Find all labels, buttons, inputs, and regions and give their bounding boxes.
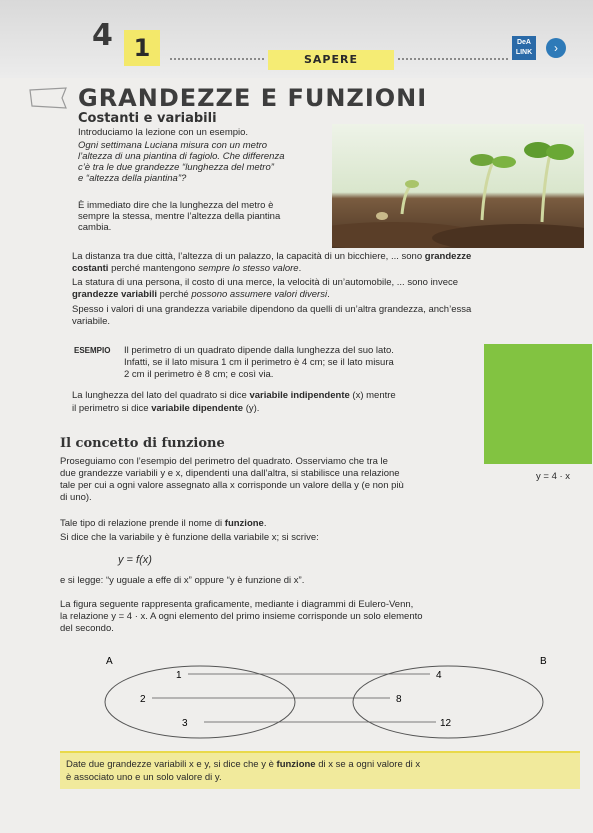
definition-term-funzione: funzione: [276, 759, 316, 770]
square-formula-label: y = 4 · x: [536, 471, 571, 482]
section-label: SAPERE: [268, 50, 394, 70]
set-a-label: A: [106, 656, 113, 667]
conclusion-text-1a: La lunghezza del lato del quadrato si dice: [72, 390, 247, 401]
example-body-line-2: Infatti, se il lato misura 1 cm il perimetro è 4 cm; se il lato misura: [124, 357, 394, 368]
example-line-3: c’è tra le due grandezze “lunghezza del metro”: [78, 162, 274, 173]
definition-text-1c: di x se a ogni valore di x: [318, 759, 421, 770]
definition-text-1a: Date due grandezze variabili x e y, si dice che y è: [66, 759, 274, 770]
square-illustration: [484, 344, 592, 464]
term-funzione: funzione: [224, 518, 264, 529]
example-label: ESEMPIO: [74, 346, 111, 355]
paragraph-3-line-2: variabile.: [72, 316, 111, 327]
tale-tipo-text: Tale tipo di relazione prende il nome di: [60, 518, 223, 529]
tale-tipo-line: Tale tipo di relazione prende il nome di funzione.: [60, 518, 267, 529]
term-grandezze-variabili: grandezze variabili: [72, 289, 158, 300]
term-variabile-dipendente: variabile dipendente: [151, 403, 244, 414]
paragraph-1-line-1: [72, 252, 471, 262]
venn-diagram: [100, 652, 560, 742]
figura-line-3: del secondo.: [60, 623, 114, 634]
conclusion-text-2a: il perimetro si dice: [72, 403, 149, 414]
definition-box: [60, 751, 580, 789]
example-conclusion-line-2: [72, 404, 259, 414]
si-dice-line: Si dice che la variabile y è funzione della variabile x; si scrive:: [60, 532, 319, 543]
answer-line-1: È immediato dire che la lunghezza del metro è: [78, 200, 274, 211]
conclusion-text-1c: (x) mentre: [352, 390, 396, 401]
circle-arrow-icon[interactable]: ›: [546, 38, 566, 58]
conclusion-text-2c: (y).: [245, 403, 260, 414]
example-line-1: Ogni settimana Luciana misura con un metro: [78, 140, 268, 151]
section-title-costanti: Costanti e variabili: [78, 111, 217, 126]
paragraph-3-line-1: Spesso i valori di una grandezza variabile dipendono da quelli di un’altra grandezza, anch’essa: [72, 304, 472, 315]
example-line-4: e “altezza della piantina”?: [78, 173, 187, 184]
paragraph-2-rest: perché: [159, 289, 189, 300]
bean-sprouts-photo: [332, 124, 584, 248]
answer-line-3: cambia.: [78, 222, 112, 233]
chapter-number: 4: [92, 18, 113, 53]
funzione-line-3: tale per cui a ogni valore assegnato alla x corrisponde un valore della y (e non più: [60, 480, 404, 491]
example-conclusion-line-1: [72, 391, 396, 401]
set-b-element-12: 12: [440, 718, 452, 729]
set-a-ellipse: [105, 666, 295, 738]
page-title: GRANDEZZE E FUNZIONI: [78, 84, 428, 112]
set-b-label: B: [540, 656, 547, 667]
definition-line-1: [66, 760, 420, 770]
funzione-line-4: di uno).: [60, 492, 92, 503]
si-legge-line: e si legge: “y uguale a effe di x” oppure “y è funzione di x”.: [60, 575, 305, 586]
term-variabile-indipendente: variabile indipendente: [249, 390, 350, 401]
example-body-line-3: 2 cm il perimetro è 8 cm; e così via.: [124, 369, 274, 380]
definition-line-2: è associato uno e un solo valore di y.: [66, 772, 222, 783]
dea-link-badge[interactable]: DeA LINK: [512, 36, 536, 60]
bean-sprouts-illustration: [332, 124, 584, 248]
paragraph-2-line-2: grandezze variabili perché possono assumere valori diversi.: [72, 289, 330, 300]
set-a-element-1: 1: [176, 670, 182, 681]
figura-line-1: La figura seguente rappresenta graficamente, mediante i diagrammi di Eulero-Venn,: [60, 599, 414, 610]
paragraph-2-line-1: La statura di una persona, il costo di una merce, la velocità di un’automobile, ... sono invece: [72, 277, 459, 288]
paragraph-2-italic: possono assumere valori diversi: [191, 289, 328, 300]
figura-line-2: la relazione y = 4 · x. A ogni elemento del primo insieme corrisponde un solo elemento: [60, 611, 423, 622]
paragraph-1-line-2: costanti perché mantengono sempre lo stesso valore.: [72, 263, 302, 274]
set-a-element-3: 3: [182, 718, 188, 729]
example-body-line-1: Il perimetro di un quadrato dipende dalla lunghezza del suo lato.: [124, 345, 394, 356]
funzione-line-2: due grandezze variabili y e x, dipendenti una dall’altra, si stabilisce una relazione: [60, 468, 400, 479]
paragraph-1-italic: sempre lo stesso valore: [198, 263, 299, 274]
set-b-element-8: 8: [396, 694, 402, 705]
lesson-number: 1: [124, 30, 160, 66]
paragraph-1-text: La distanza tra due città, l’altezza di un palazzo, la capacità di un bicchiere, ... sono: [72, 251, 423, 262]
term-costanti: costanti: [72, 263, 109, 274]
funzione-line-1: Proseguiamo con l’esempio del perimetro del quadrato. Osserviamo che tra le: [60, 456, 388, 467]
dotted-rule-left: [170, 58, 264, 60]
answer-line-2: sempre la stessa, mentre l’altezza della piantina: [78, 211, 281, 222]
title-ribbon-icon: [28, 86, 68, 110]
example-line-2: l’altezza di una piantina di fagiolo. Che differenza: [78, 151, 285, 162]
set-a-element-2: 2: [140, 694, 146, 705]
function-formula: y = f(x): [118, 554, 152, 566]
term-grandezze: grandezze: [424, 251, 472, 262]
paragraph-1-rest: perché mantengono: [111, 263, 196, 274]
set-b-element-4: 4: [436, 670, 442, 681]
dotted-rule-right: [398, 58, 508, 60]
section-title-funzione: Il concetto di funzione: [60, 436, 225, 451]
intro-text: Introduciamo la lezione con un esempio.: [78, 127, 249, 138]
